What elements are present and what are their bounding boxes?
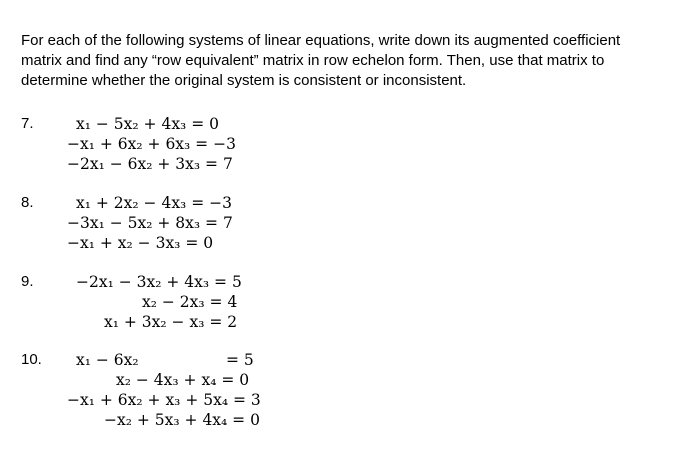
instructions-line: determine whether the original system is consistent or inconsistent. bbox=[21, 72, 467, 89]
instructions-line: matrix and find any “row equivalent” matrix in row echelon form. Then, use that matrix to bbox=[21, 52, 605, 69]
equation: x₂ − 2x₃ = 4 bbox=[142, 293, 238, 311]
equation: −2x₁ − 3x₂ + 4x₃ = 5 bbox=[76, 273, 242, 291]
instructions-line: For each of the following systems of linear equations, write down its augmented coefficient bbox=[21, 32, 621, 49]
problem-number: 9. bbox=[21, 273, 34, 290]
instructions-paragraph bbox=[21, 31, 681, 91]
equation: −3x₁ − 5x₂ + 8x₃ = 7 bbox=[67, 214, 233, 232]
equation: x₁ − 6x₂ bbox=[76, 351, 139, 369]
equation: −x₁ + 6x₂ + x₃ + 5x₄ = 3 bbox=[67, 391, 261, 409]
equation: x₂ − 4x₃ + x₄ = 0 bbox=[116, 371, 250, 389]
equation: −x₁ + x₂ − 3x₃ = 0 bbox=[67, 234, 214, 252]
equation: −x₂ + 5x₃ + 4x₄ = 0 bbox=[104, 411, 260, 429]
equation-right-side: = 5 bbox=[226, 351, 254, 369]
equation: x₁ + 2x₂ − 4x₃ = −3 bbox=[76, 194, 232, 212]
problem-number: 8. bbox=[21, 194, 34, 211]
equation: −x₁ + 6x₂ + 6x₃ = −3 bbox=[67, 135, 236, 153]
equation: −2x₁ − 6x₂ + 3x₃ = 7 bbox=[67, 155, 233, 173]
problem-number: 7. bbox=[21, 115, 34, 132]
equation: x₁ + 3x₂ − x₃ = 2 bbox=[104, 313, 238, 331]
equation: x₁ − 5x₂ + 4x₃ = 0 bbox=[76, 115, 219, 133]
problem-number: 10. bbox=[21, 351, 42, 368]
